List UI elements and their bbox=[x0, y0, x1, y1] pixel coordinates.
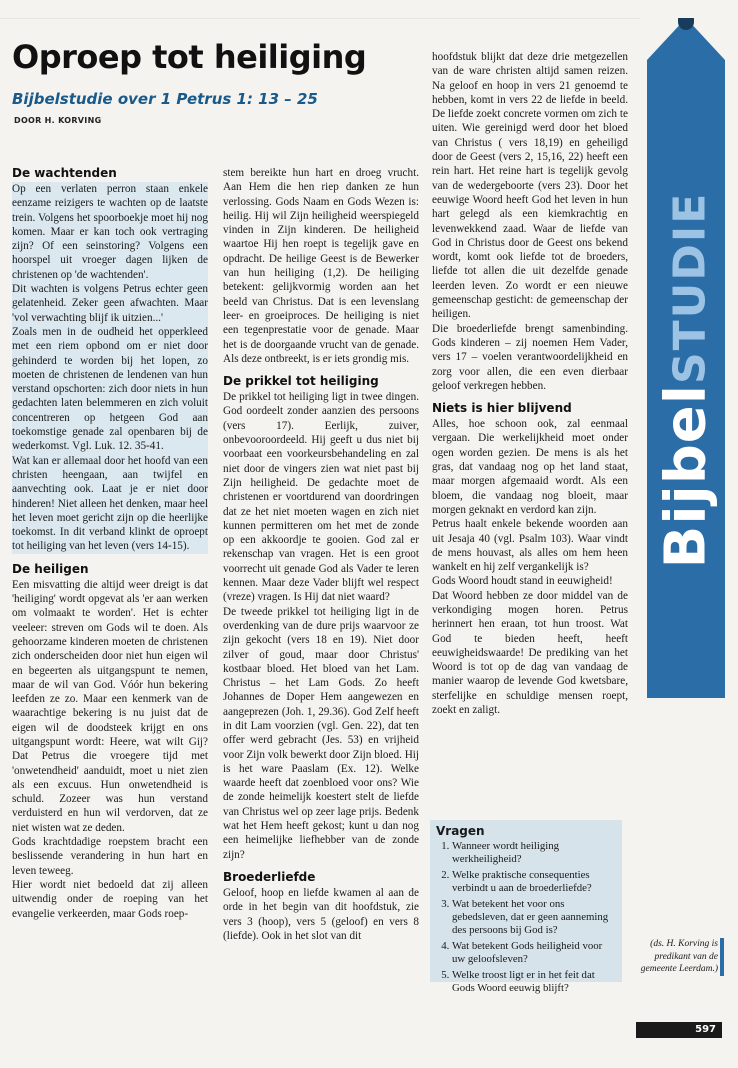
questions-box bbox=[430, 820, 622, 995]
question-item: 5. Welke troost ligt er in het feit dat Gods Woord eeuwig blijft? bbox=[452, 969, 616, 996]
paragraph: Gods krachtdadige roepstem bracht een beslissende verandering in hun hart en leven teweeg. bbox=[12, 836, 208, 877]
paragraph: Gods Woord houdt stand in eeuwigheid! bbox=[432, 575, 613, 588]
paragraph: Zoals men in de oudheid het opperkleed met een riem opbond om er niet door gehinderd te worden bij het lopen, zo moeten de christenen de lendenen van hun verstand opschorten: zich door niets in hun gedachten laten belemmeren en zich voluit concentreren op hetgeen God aan toekomstige genade zal openbaren bij de wederkomst. Vgl. Luk. 12. 35-41. bbox=[12, 325, 208, 453]
section-label bbox=[654, 192, 719, 569]
questions-list bbox=[436, 840, 616, 995]
top-rule bbox=[0, 18, 640, 19]
section-label-bijbel: Bijbel bbox=[653, 384, 719, 569]
heading-niets-is-hier-blijvend: Niets is hier blijvend bbox=[432, 401, 572, 416]
page-number: 597 bbox=[636, 1022, 722, 1038]
article-subtitle: Bijbelstudie over 1 Petrus 1: 13 – 25 bbox=[12, 90, 318, 108]
paragraph: Petrus haalt enkele bekende woorden aan uit Jesaja 40 (vgl. Psalm 103). Waar vindt de mens houvast, als alles om hem heen wankelt en hij zelf vergankelijk is? bbox=[432, 518, 628, 574]
paragraph: Een misvatting die altijd weer dreigt is dat 'heiliging' wordt opgevat als 'er aan werken om volmaakt te worden'. Het is echter veeleer: streven om Gods wil te doen. Als gehoorzame kinderen moeten de christenen zich onderscheiden door niet hun eigen wil en begeerten als uitgangspunt te nemen, maar de wil van God. Vóór hun bekering leefden ze zo. Maar een kenmerk van de waarachtige bekering is nu juist dat de eigen wil de doodsteek krijgt en ons uitgangspunt wordt: Heere, wat wilt Gij? Dat Petrus die vroegere tijd met 'onwetendheid' aanduidt, moet u niet zien als een excuus. Hun onwetendheid is schuld. Zozeer was hun verstand verduisterd en hun wil verdorven, dat ze niet wisten wat ze deden. bbox=[12, 578, 208, 834]
question-item: 3. Wat betekent het voor ons gebedsleven, dat er geen aanneming des persoons bij God is? bbox=[452, 898, 616, 938]
heading-de-prikkel: De prikkel tot heiliging bbox=[223, 374, 379, 389]
paragraph: De tweede prikkel tot heiliging ligt in de overdenking van de dure prijs waarvoor ze zijn gekocht (vers 18 en 19). Niet door zilver of goud, maar door Christus' kostbaar bloed. Het bloed van het Lam. Christus – het Lam Gods. Zo heeft Johannes de Doper Hem aangewezen en aangeprezen (Joh. 1, 29.36). God Zelf heeft in dit Lam voorzien (vgl. Gen. 22), dat ten offer werd gebracht (Jes. 53) en vrijheid voor Zijn volk bewerkt door Zijn bloed. Hij is het ware Paaslam (Ex. 12). Welke waarde heeft dat zoenbloed voor ons? Wie de zonde heimelijk koestert stelt de liefde van Christus wel op zeer lage prijs. Bedenk wat het Hem heeft gekost; kunt u dan nog een heimelijke liefhebber van de zonde zijn? bbox=[223, 605, 419, 861]
paragraph: Geloof, hoop en liefde kwamen al aan de orde in het begin van dit hoofdstuk, zie vers 3 (hoop), vers 5 (geloof) en vers 8 (liefde). Ook in het slot van dit bbox=[223, 886, 419, 942]
section-label-studie: STUDIE bbox=[664, 191, 716, 385]
paragraph: hoofdstuk blijkt dat deze drie metgezellen van de ware christen altijd samen reizen. Na geloof en hoop in vers 21 genoemd te hebben, komt in vers 22 de liefde in beeld. De liefde zoekt concrete vormen om zich te uiten. Wie gereinigd werd door het bloed van Christus ( vers 18,19) en geheiligd door de Geest (vers 2, 15,16, 22) heeft een rein hart. Het reine hart is tegelijk gevolg van de wedergeboorte (vers 23). Door het eeuwige Woord heeft God het leven in hun hart gelegd als een kiemkrachtig en levenwekkend zaad. Waar de liefde van God in Christus door de Geest ons bekend wordt, komt ook liefde tot de broeders, liefde tot allen die uit dezelfde genade leerden leven. Zo wordt er een nieuwe gemeenschap gesticht: de gemeenschap der heiligen. bbox=[432, 51, 628, 321]
byline: DOOR H. KORVING bbox=[14, 116, 102, 125]
column-3 bbox=[432, 50, 628, 717]
paragraph: Alles, hoe schoon ook, zal eenmaal vergaan. Die werkelijkheid moet onder ogen worden gezien. De mens is als het gras, dat vandaag nog op het land staat, maar morgen afgemaaid wordt. Als een bloem, die vandaag nog bloeit, maar morgen geknakt en verdord kan zijn. bbox=[432, 418, 628, 516]
paragraph: Dit wachten is volgens Petrus echter geen gelatenheid. Zeker geen afwachten. Maar 'vol verwachting blijf ik uitzien...' bbox=[12, 283, 208, 324]
author-note: (ds. H. Korving is predikant van de gemeente Leerdam.) bbox=[640, 938, 724, 976]
question-item: 4. Wat betekent Gods heiligheid voor uw geloofsleven? bbox=[452, 940, 616, 967]
question-item: 2. Welke praktische consequenties verbindt u aan de broederliefde? bbox=[452, 869, 616, 896]
heading-broederliefde: Broederliefde bbox=[223, 869, 316, 884]
question-item: 1. Wanneer wordt heiliging werkheiligheid? bbox=[452, 840, 616, 867]
article-title: Oproep tot heiliging bbox=[12, 38, 367, 76]
column-2 bbox=[223, 166, 419, 943]
heading-de-heiligen: De heiligen bbox=[12, 561, 89, 576]
paragraph: De prikkel tot heiliging ligt in twee dingen. God oordeelt zonder aanzien des persoons (vers 17). Eerlijk, zuiver, onbevooroordeeld. Hij geeft u dus niet bij voorbaat een voorkeursbehandeling en zal niet door de vingers zien wat niet past bij Zijn heiligheid. De gedachte moet de christenen er voortdurend van doordringen dat ze het niet moeten wagen en zich niet kunnen permitteren om het met de zonde op een akkoordje te gooien. God zal er rekenschap van vragen. Het is een groot voorrecht uit genade God als Vader te leren kennen. Maar deze Vader blijft wel respect (vreze) vragen. Is Hij dat niet waard? bbox=[223, 391, 419, 604]
column-1 bbox=[12, 166, 208, 921]
questions-heading: Vragen bbox=[436, 824, 485, 838]
paragraph: Wat kan er allemaal door het hoofd van een christen heengaan, aan twijfel en aanvechting ook. Laat je er niet door hinderen! Niet alleen het denken, maar heel het leven moet gericht zijn op die heerlijke toekomst. In dit verband klinkt de oproept tot heiliging van het leven (vers 14-15). bbox=[12, 454, 208, 553]
paragraph: Die broederliefde brengt samenbinding. Gods kinderen – zij noemen Hem Vader, vers 17 – voelen verantwoordelijkheid en zorg voor allen, die een even dierbaar geloof verkregen hebben. bbox=[432, 322, 628, 392]
paragraph: Hier wordt niet bedoeld dat zij alleen uitwendig onder de roeping van het evangelie verkeerden, maar Gods roep- bbox=[12, 878, 208, 920]
paragraph: Op een verlaten perron staan enkele eenzame reizigers te wachten op de laatste trein. Volgens het spoorboekje moet hij nog komen. Maar er kan toch ook vertraging zijn? Of een seinstoring? Volgens een hoorspel uit vroeger dagen lijken de christenen op 'de wachtenden'. bbox=[12, 183, 208, 281]
paragraph: stem bereikte hun hart en droeg vrucht. Aan Hem die hen riep danken ze hun verlossing. Gods Naam en Gods Wezen is: heilig. Hij wil Zijn heiligheid weerspiegeld vinden in Zijn kinderen. De heiligheid waartoe Hij hen roept is tegelijk gave en opdracht. De heilige Geest is de Bewerker van hun heiliging (1,2). De heiliging betekent: gelijkvormig worden aan het beeld van Christus. Dat is een levenslang leer- en groeiproces. De heiliging is niet een tegenprestatie voor de genade. Maar het is de doorgaande vrucht van de genade. Als deze ontbreekt, is er iets grondig mis. bbox=[223, 167, 419, 365]
paragraph: Dat Woord hebben ze door middel van de verkondiging mogen horen. Petrus herinnert hen eraan, tot hun troost. Wat God te bieden heeft, heeft eeuwigheidswaarde! De prediking van het Woord is tot op de dag van vandaag de manier waarop de levende God kwetsbare, sterfelijke en schuldige mensen roept, zoekt en zaligt. bbox=[432, 589, 628, 717]
heading-de-wachtenden: De wachtenden bbox=[12, 166, 117, 180]
